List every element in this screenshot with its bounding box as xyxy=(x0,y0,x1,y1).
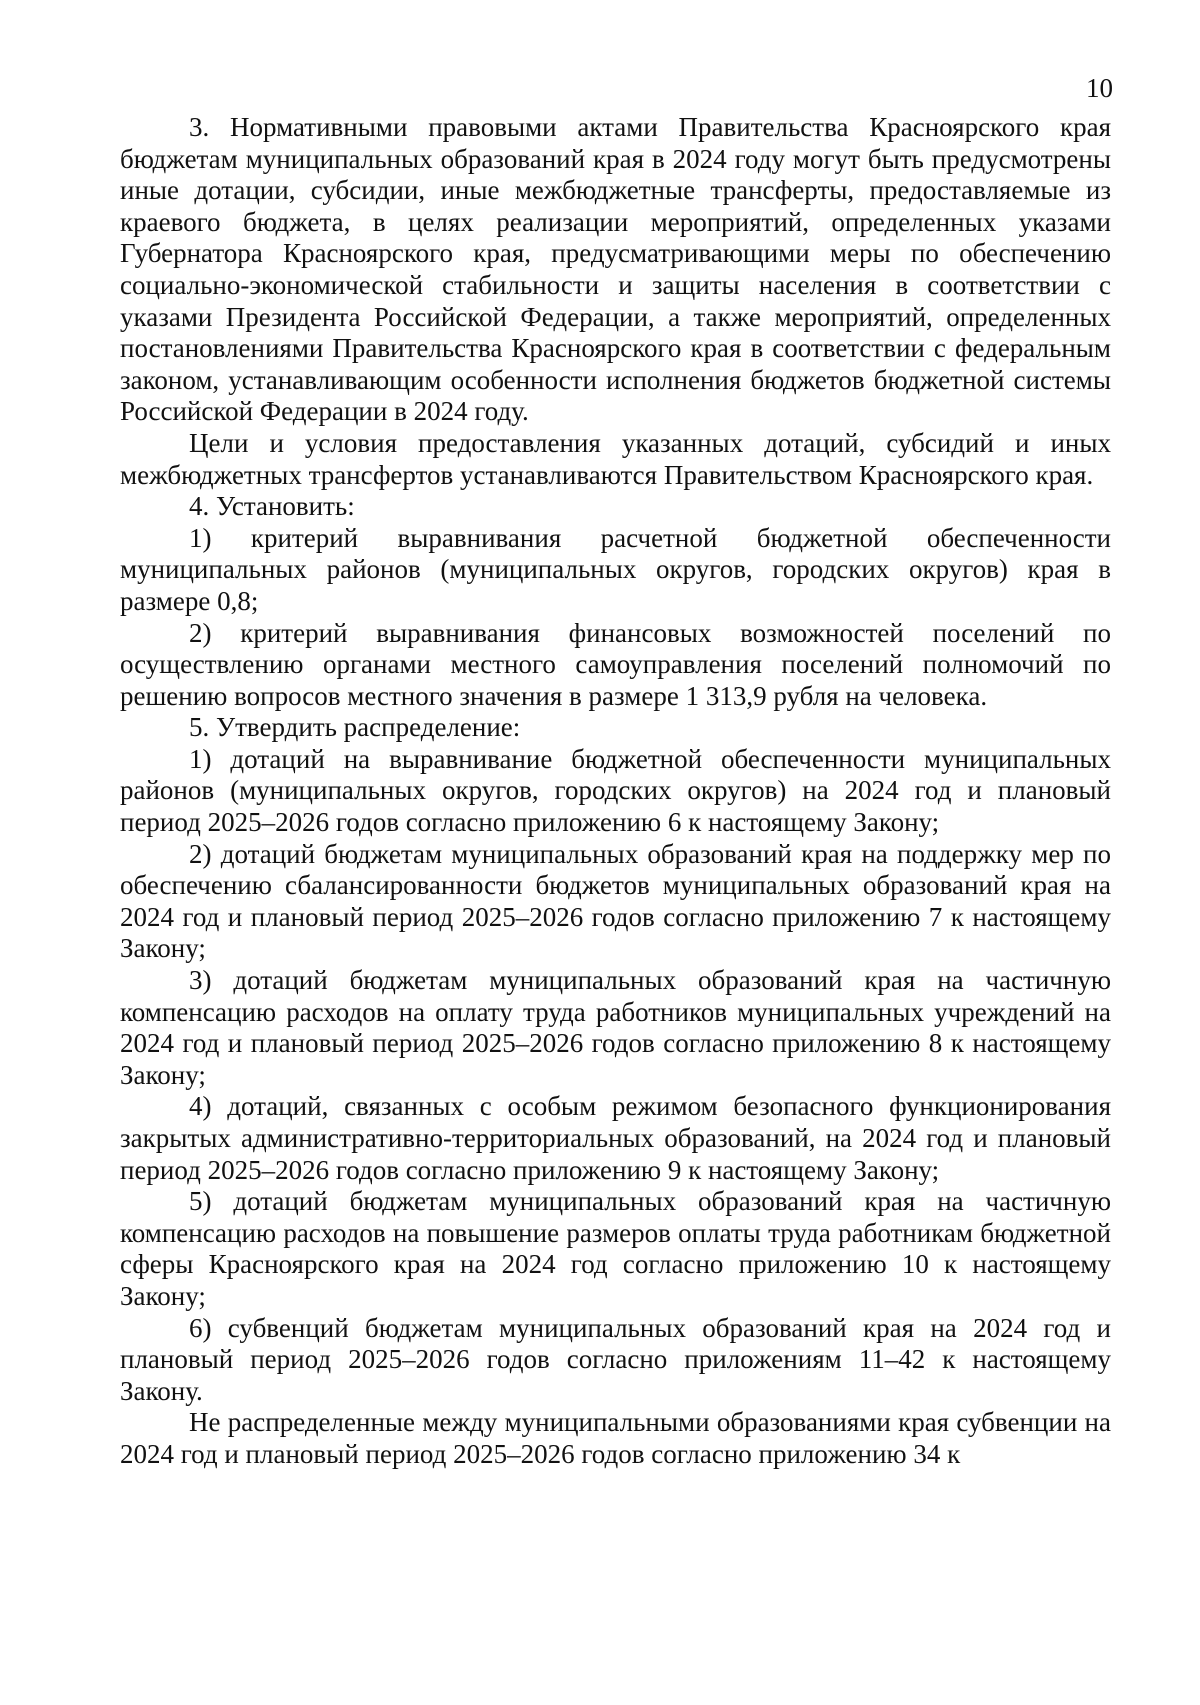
paragraph-4-1-criterion: 1) критерий выравнивания расчетной бюджетной обеспеченности муниципальных районов (муниципальных округов, городских округов) края в размере 0,8; xyxy=(120,522,1111,616)
paragraph-5-1-grants: 1) дотаций на выравнивание бюджетной обеспеченности муниципальных районов (муниципальных округов, городских округов) на 2024 год и плановый период 2025–2026 годов согласно приложению 6 к настоящему Закону; xyxy=(120,743,1111,838)
paragraph-5-2-grants: 2) дотаций бюджетам муниципальных образований края на поддержку мер по обеспечению сбалансированности бюджетов муниципальных образований края на 2024 год и плановый период 2025–2026 годов согласно приложению 7 к настоящему Закону; xyxy=(120,838,1111,964)
paragraph-5-approve: 5. Утвердить распределение: xyxy=(189,712,521,743)
paragraph-4-2-criterion: 2) критерий выравнивания финансовых возможностей поселений по осуществлению органами местного самоуправления поселений полномочий по решению вопросов местного значения в размере 1 313,9 рубля на человека. xyxy=(120,617,1111,711)
paragraph-goals-conditions: Цели и условия предоставления указанных дотаций, субсидий и иных межбюджетных трансфертов устанавливаются Правительством Красноярского края. xyxy=(120,427,1111,490)
paragraph-4-establish: 4. Установить: xyxy=(189,491,355,522)
paragraph-5-5-grants: 5) дотаций бюджетам муниципальных образований края на частичную компенсацию расходов на повышение размеров оплаты труда работникам бюджетной сферы Красноярского края на 2024 год согласно приложению 10 к настоящему Закону; xyxy=(120,1186,1111,1311)
paragraph-5-6-subventions: 6) субвенций бюджетам муниципальных образований края на 2024 год и плановый период 2025–2026 годов согласно приложениям 11–42 к настоящему Закону. xyxy=(120,1312,1111,1406)
paragraph-undistributed-subventions: Не распределенные между муниципальными образованиями края субвенции на 2024 год и плановый период 2025–2026 годов согласно приложению 34 к xyxy=(120,1407,1111,1469)
paragraph-3-regulatory-acts: 3. Нормативными правовыми актами Правительства Красноярского края бюджетам муниципальных образований края в 2024 году могут быть предусмотрены иные дотации, субсидии, иные межбюджетные трансферты, предоставляемые из краевого бюджета, в целях реализации мероприятий, определенных указами Губернатора Красноярского края, предусматривающими меры по обеспечению социально-экономической стабильности и защиты населения в соответствии с указами Президента Российской Федерации, а также мероприятий, определенных постановлениями Правительства Красноярского края в соответствии с федеральным законом, устанавливающим особенности исполнения бюджетов бюджетной системы Российской Федерации в 2024 году. xyxy=(120,112,1111,427)
page-number: 10 xyxy=(1086,73,1113,103)
paragraph-5-4-grants: 4) дотаций, связанных с особым режимом безопасного функционирования закрытых административно-территориальных образований, на 2024 год и плановый период 2025–2026 годов согласно приложению 9 к настоящему Закону; xyxy=(120,1091,1111,1185)
paragraph-5-3-grants: 3) дотаций бюджетам муниципальных образований края на частичную компенсацию расходов на оплату труда работников муниципальных учреждений на 2024 год и плановый период 2025–2026 годов согласно приложению 8 к настоящему Закону; xyxy=(120,965,1111,1090)
document-body xyxy=(120,112,1111,1471)
